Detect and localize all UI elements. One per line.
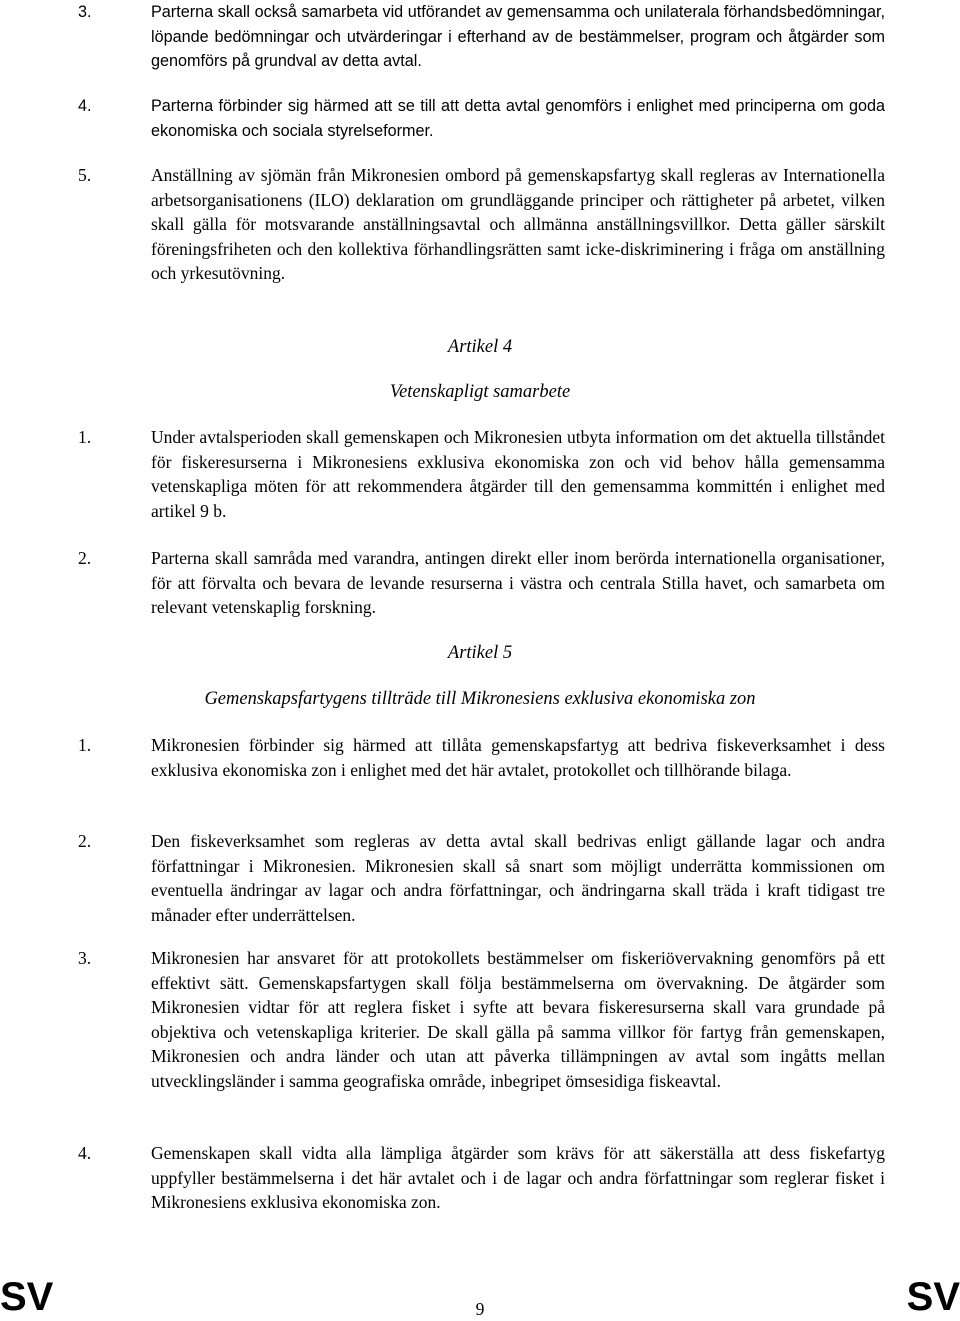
paragraph-text: Mikronesien förbinder sig härmed att tillåta gemenskapsfartyg att bedriva fiskeverksamhet i dess exklusiva ekonomiska zon i enlighet med det här avtalet, protokollet och tillhörande bilaga. (151, 735, 885, 780)
article-5-subtitle: Gemenskapsfartygens tillträde till Mikronesiens exklusiva ekonomiska zon (204, 689, 756, 709)
paragraph-text: Parterna skall också samarbeta vid utförandet av gemensamma och unilaterala förhandsbedömningar, löpande bedömningar och utvärderingar i efterhand av de bestämmelser, program och åtgärder som genomförs på grundval av detta avtal. (151, 3, 885, 70)
paragraph-number: 3. (78, 948, 92, 968)
paragraph-text: Parterna förbinder sig härmed att se till att detta avtal genomförs i enlighet med principerna om goda ekonomiska och sociala styrelseformer. (151, 97, 885, 140)
paragraph-number: 3. (78, 3, 92, 21)
paragraph-text: Mikronesien har ansvaret för att protokollets bestämmelser om fiskeriövervakning genomförs på ett effektivt sätt. Gemenskapsfartygen skall följa bestämmelserna om övervakning. De åtgärder som Mikronesien vidtar för att reglera fisket i syfte att bevara fiskeresurserna skall vara grundade på objektiva och vetenskapliga kriterier. De skall gälla på samma villkor för fartyg från gemenskapen, Mikronesien och andra länder och utan att påverka tillämpningen av avtal som ingåtts mellan utvecklingsländer i samma geografiska område, inbegripet ömsesidiga fiskeavtal. (151, 948, 885, 1091)
paragraph-number: 2. (78, 831, 92, 851)
article-5-title: Artikel 5 (447, 643, 513, 663)
paragraph-number: 2. (78, 548, 92, 568)
footer-language-left: SV (0, 1275, 54, 1319)
paragraph-text: Den fiskeverksamhet som regleras av detta avtal skall bedrivas enligt gällande lagar och andra författningar i Mikronesien. Mikronesien skall så snart som möjligt underrätta kommissionen om eventuella ändringar av lagar och andra författningar, och ändringarna skall träda i kraft tidigast tre månader efter underrättelsen. (151, 831, 885, 925)
paragraph-text: Under avtalsperioden skall gemenskapen och Mikronesien utbyta information om det aktuella tillståndet för fiskeresurserna i Mikronesiens exklusiva ekonomiska zon och vid behov hålla gemensamma vetenskapliga möten för att rekommendera åtgärder till den gemensamma kommittén i enlighet med artikel 9 b. (151, 427, 885, 521)
paragraph-text: Anställning av sjömän från Mikronesien ombord på gemenskapsfartyg skall regleras av Internationella arbetsorganisationens (ILO) deklaration om grundläggande principer och rättigheter på arbetet, vilken skall gälla för motsvarande anställningsavtal och allmänna anställningsvillkor. Detta gäller särskilt föreningsfriheten och den kollektiva förhandlingsrätten samt icke-diskriminering i fråga om anställning och yrkesutövning. (151, 165, 885, 283)
footer-language-right: SV (906, 1275, 960, 1319)
paragraph-text: Parterna skall samråda med varandra, antingen direkt eller inom berörda internationella organisationer, för att förvalta och bevara de levande resurserna i västra och centrala Stilla havet, och samarbeta om relevant vetenskaplig forskning. (151, 548, 885, 617)
paragraph-number: 1. (78, 735, 92, 755)
page-number: 9 (475, 1299, 485, 1319)
paragraph-number: 4. (78, 97, 92, 115)
article-4-title: Artikel 4 (447, 337, 513, 357)
paragraph-number: 5. (78, 165, 92, 185)
article-4-subtitle: Vetenskapligt samarbete (389, 382, 571, 402)
paragraph-number: 1. (78, 427, 92, 447)
paragraph-number: 4. (78, 1143, 92, 1163)
paragraph-text: Gemenskapen skall vidta alla lämpliga åtgärder som krävs för att säkerställa att dess fiskefartyg uppfyller bestämmelserna i det här avtalet och i de lagar och andra författningar som reglerar fisket i Mikronesiens exklusiva ekonomiska zon. (151, 1143, 885, 1212)
